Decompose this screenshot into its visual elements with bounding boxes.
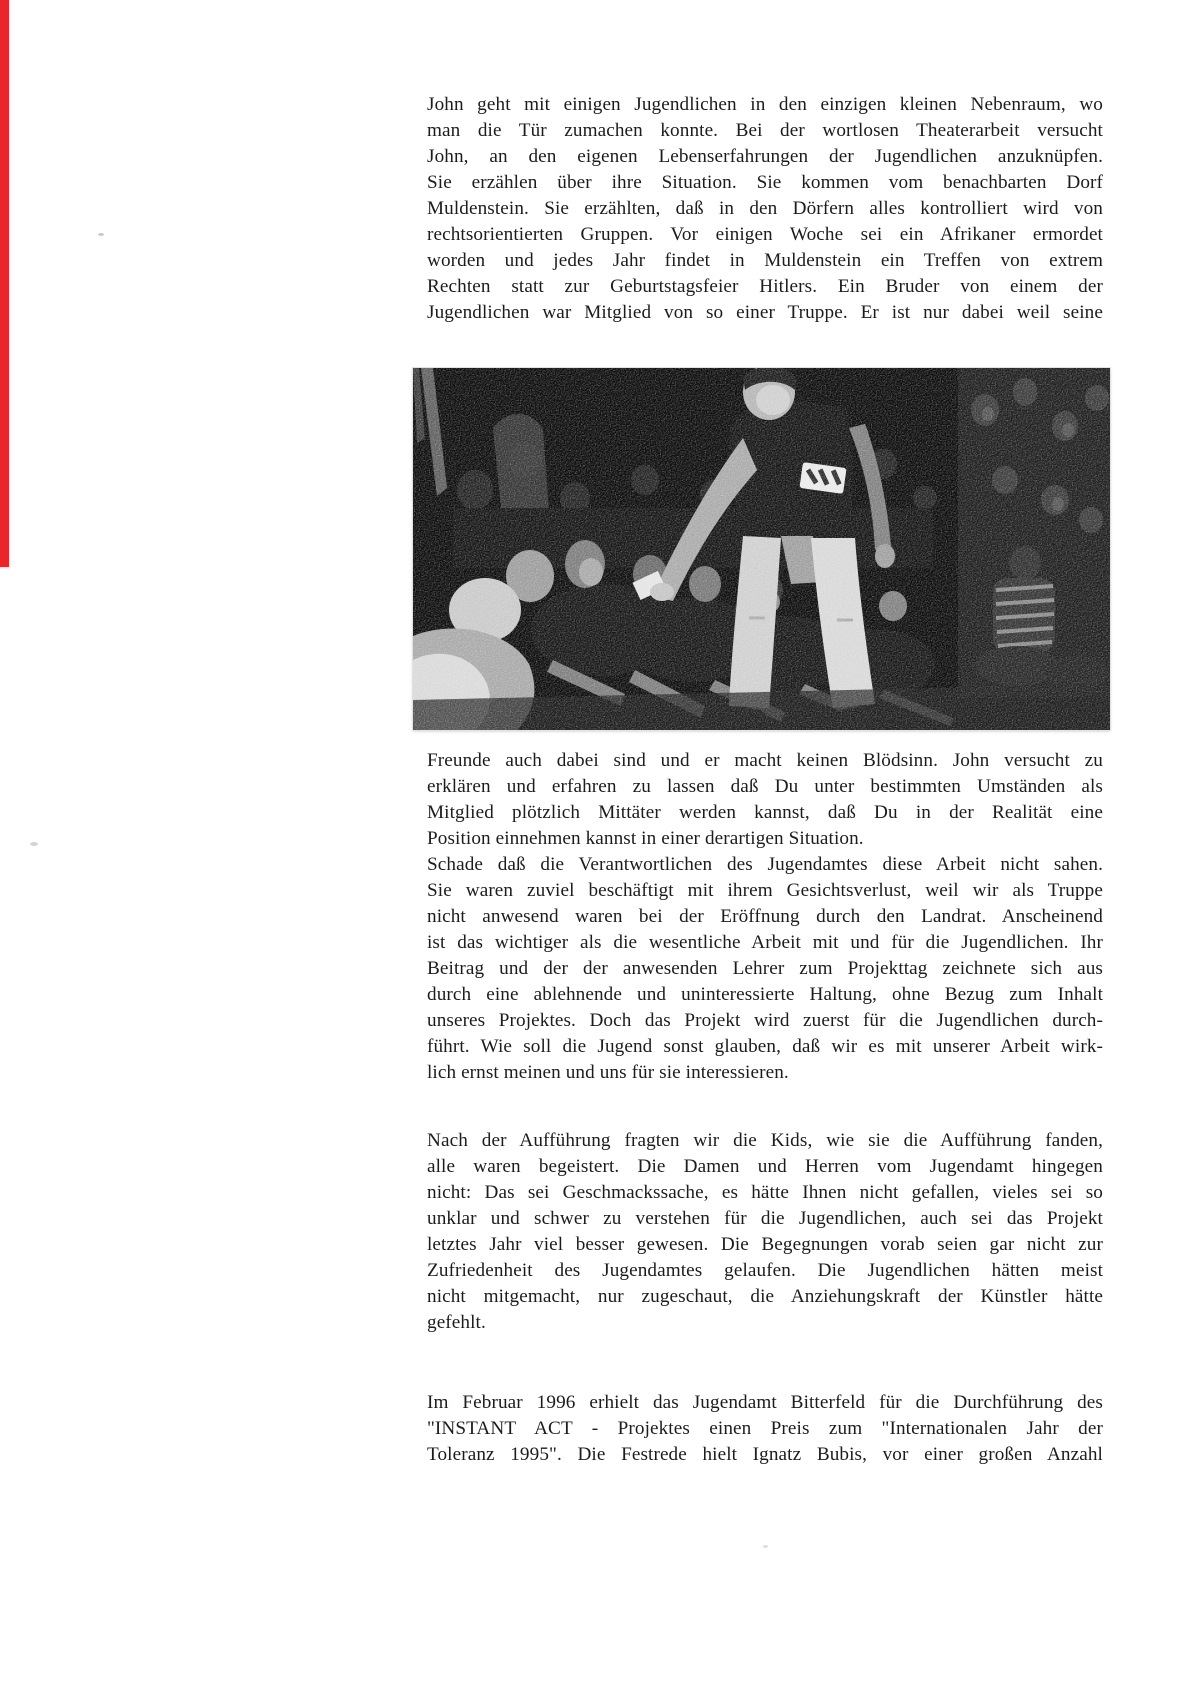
text-line: rechtsorientierten Gruppen. Vor einigen Woche sei ein Afrikaner ermordet xyxy=(427,224,1103,245)
text-line: Toleranz 1995". Die Festrede hielt Ignatz Bubis, vor einer großen Anzahl xyxy=(427,1444,1103,1465)
text-line: alle waren begeistert. Die Damen und Herren vom Jugendamt hingegen xyxy=(427,1156,1103,1177)
text-line: gefehlt. xyxy=(427,1312,486,1333)
performance-photo-illustration xyxy=(413,368,1110,730)
performance-photo xyxy=(413,368,1110,730)
text-line: nicht: Das sei Geschmackssache, es hätte Ihnen nicht gefallen, vieles sei so xyxy=(427,1182,1103,1203)
text-line: unseres Projektes. Doch das Projekt wird zuerst für die Jugendlichen durch- xyxy=(427,1010,1103,1031)
text-line: John, an den eigenen Lebenserfahrungen der Jugendlichen anzuknüpfen. xyxy=(427,146,1103,167)
text-line: Sie erzählen über ihre Situation. Sie kommen vom benachbarten Dorf xyxy=(427,172,1103,193)
scan-speck xyxy=(98,233,104,236)
scan-speck xyxy=(763,1545,768,1548)
text-line: Zufriedenheit des Jugendamtes gelaufen. Die Jugendlichen hätten meist xyxy=(427,1260,1103,1281)
text-line: Rechten statt zur Geburtstagsfeier Hitlers. Ein Bruder von einem der xyxy=(427,276,1103,297)
text-line: John geht mit einigen Jugendlichen in den einzigen kleinen Nebenraum, wo xyxy=(427,94,1103,115)
text-line: Mitglied plötzlich Mittäter werden kannst, daß Du in der Realität eine xyxy=(427,802,1103,823)
text-line: erklären und erfahren zu lassen daß Du unter bestimmten Umständen als xyxy=(427,776,1103,797)
text-line: Beitrag und der der anwesenden Lehrer zum Projekttag zeichnete sich aus xyxy=(427,958,1103,979)
text-line: durch eine ablehnende und uninteressierte Haltung, ohne Bezug zum Inhalt xyxy=(427,984,1103,1005)
text-line: Muldenstein. Sie erzählten, daß in den Dörfern alles kontrolliert wird von xyxy=(427,198,1103,219)
text-line: letztes Jahr viel besser gewesen. Die Begegnungen vorab seien gar nicht zur xyxy=(427,1234,1103,1255)
text-line: Nach der Aufführung fragten wir die Kids, wie sie die Aufführung fanden, xyxy=(427,1130,1103,1151)
text-line: ist das wichtiger als die wesentliche Arbeit mit und für die Jugendlichen. Ihr xyxy=(427,932,1103,953)
text-line: lich ernst meinen und uns für sie interessieren. xyxy=(427,1062,789,1083)
text-line: worden und jedes Jahr findet in Muldenstein ein Treffen von extrem xyxy=(427,250,1103,271)
scan-speck xyxy=(30,842,38,846)
text-line: Jugendlichen war Mitglied von so einer Truppe. Er ist nur dabei weil seine xyxy=(427,302,1103,323)
text-line: man die Tür zumachen konnte. Bei der wortlosen Theaterarbeit versucht xyxy=(427,120,1103,141)
paragraph-2 xyxy=(427,748,1103,1086)
text-line: führt. Wie soll die Jugend sonst glauben, daß wir es mit unserer Arbeit wirk- xyxy=(427,1036,1103,1057)
paragraph-1 xyxy=(427,92,1103,326)
text-line: Schade daß die Verantwortlichen des Jugendamtes diese Arbeit nicht sahen. xyxy=(427,854,1103,875)
text-line: "INSTANT ACT - Projektes einen Preis zum "Internationalen Jahr der xyxy=(427,1418,1103,1439)
text-line: nicht anwesend waren bei der Eröffnung durch den Landrat. Anscheinend xyxy=(427,906,1103,927)
text-line: Freunde auch dabei sind und er macht keinen Blödsinn. John versucht zu xyxy=(427,750,1103,771)
paragraph-4 xyxy=(427,1390,1103,1468)
text-line: unklar und schwer zu verstehen für die Jugendlichen, auch sei das Projekt xyxy=(427,1208,1103,1229)
text-line: Im Februar 1996 erhielt das Jugendamt Bitterfeld für die Durchführung des xyxy=(427,1392,1103,1413)
paragraph-3 xyxy=(427,1128,1103,1336)
text-line: nicht mitgemacht, nur zugeschaut, die Anziehungskraft der Künstler hätte xyxy=(427,1286,1103,1307)
text-line: Sie waren zuviel beschäftigt mit ihrem Gesichtsverlust, weil wir als Truppe xyxy=(427,880,1103,901)
text-line: Position einnehmen kannst in einer derartigen Situation. xyxy=(427,828,864,849)
red-edge-stripe xyxy=(0,0,9,567)
